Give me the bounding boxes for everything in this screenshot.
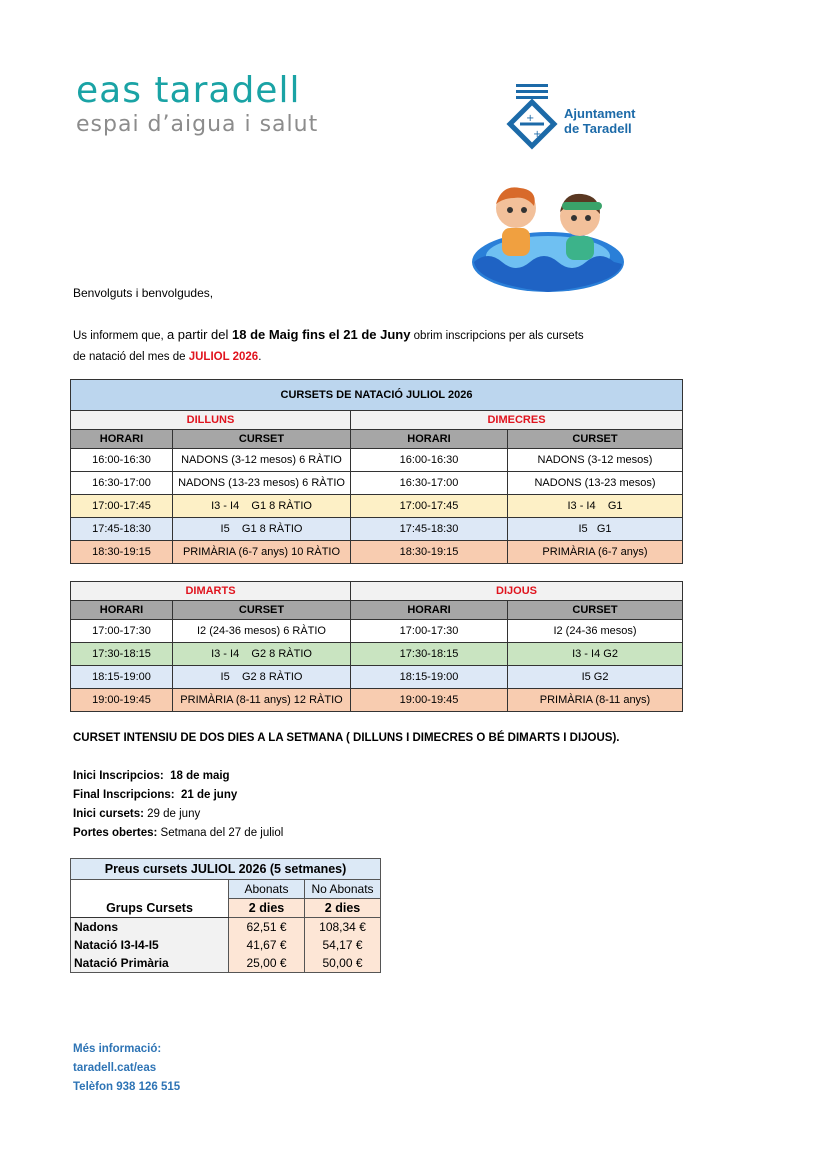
intro-month: JULIOL 2026 xyxy=(188,351,259,363)
course-cell: I3 - I4 G2 xyxy=(508,643,683,666)
table-row xyxy=(71,689,683,712)
time-cell: 17:00-17:45 xyxy=(71,495,173,518)
course-cell: I5 G2 8 RÀTIO xyxy=(173,666,351,689)
registration-start: Inici Inscripcios: 18 de maig xyxy=(73,770,230,782)
course-cell: NADONS (13-23 mesos) xyxy=(508,472,683,495)
day-monday: DILLUNS xyxy=(71,411,351,430)
col-header-time: HORARI xyxy=(71,430,173,449)
day-wednesday: DIMECRES xyxy=(351,411,683,430)
course-cell: NADONS (3-12 mesos) 6 RÀTIO xyxy=(173,449,351,472)
course-cell: I3 - I4 G1 8 RÀTIO xyxy=(173,495,351,518)
time-cell: 18:30-19:15 xyxy=(71,541,173,564)
col-nonmembers: No Abonats xyxy=(305,880,381,899)
svg-text:+: + xyxy=(533,129,542,140)
registration-end: Final Inscripcions: 21 de juny xyxy=(73,789,238,801)
price-title: Preus cursets JULIOL 2026 (5 setmanes) xyxy=(71,859,381,880)
eas-taradell-logo xyxy=(76,70,318,138)
time-cell: 16:30-17:00 xyxy=(351,472,508,495)
more-info xyxy=(73,1040,180,1097)
course-cell: I2 (24-36 mesos) 6 RÀTIO xyxy=(173,620,351,643)
time-cell: 18:15-19:00 xyxy=(71,666,173,689)
brand-tagline: espai d’aigua i salut xyxy=(76,112,319,137)
website-link[interactable]: taradell.cat/eas xyxy=(73,1062,157,1074)
time-cell: 17:45-18:30 xyxy=(71,518,173,541)
course-cell: PRIMÀRIA (8-11 anys) 12 RÀTIO xyxy=(173,689,351,712)
course-cell: I5 G1 8 RÀTIO xyxy=(173,518,351,541)
col-header-course: CURSET xyxy=(173,601,351,620)
phone-number: Telèfon 938 126 515 xyxy=(73,1081,181,1093)
open-doors: Portes obertes: Setmana del 27 de juliol xyxy=(73,827,284,839)
time-cell: 16:30-17:00 xyxy=(71,472,173,495)
day-tuesday: DIMARTS xyxy=(71,582,351,601)
col-header-time: HORARI xyxy=(351,601,508,620)
svg-text:+: + xyxy=(526,113,535,124)
council-name: Ajuntament de Taradell xyxy=(564,106,636,136)
course-cell: NADONS (3-12 mesos) xyxy=(508,449,683,472)
col-members: Abonats xyxy=(229,880,305,899)
kids-swim-ring-illustration xyxy=(468,180,628,305)
freq-nonmembers: 2 dies xyxy=(305,899,381,918)
table-row xyxy=(71,518,683,541)
time-cell: 19:00-19:45 xyxy=(71,689,173,712)
table-row xyxy=(71,495,683,518)
course-cell: I5 G2 xyxy=(508,666,683,689)
brand-name: eas taradell xyxy=(76,70,301,111)
schedule-table-tue-thu xyxy=(70,581,683,712)
freq-members: 2 dies xyxy=(229,899,305,918)
ajuntament-logo xyxy=(506,84,666,154)
table-row xyxy=(71,666,683,689)
table-row xyxy=(71,541,683,564)
schedule-table-mon-wed xyxy=(70,379,683,564)
col-header-time: HORARI xyxy=(351,430,508,449)
time-cell: 18:15-19:00 xyxy=(351,666,508,689)
price-table xyxy=(70,858,381,973)
course-cell: I3 - I4 G2 8 RÀTIO xyxy=(173,643,351,666)
time-cell: 17:00-17:30 xyxy=(351,620,508,643)
table-row xyxy=(71,449,683,472)
time-cell: 17:00-17:45 xyxy=(351,495,508,518)
group-label: Grups Cursets xyxy=(71,899,229,918)
price-row: Natació I3-I4-I5 41,67 € 54,17 € xyxy=(71,936,381,954)
greeting: Benvolguts i benvolgudes, xyxy=(73,286,214,300)
course-cell: PRIMÀRIA (8-11 anys) xyxy=(508,689,683,712)
schedule-title: CURSETS DE NATACIÓ JULIOL 2026 xyxy=(71,380,683,411)
course-cell: I3 - I4 G1 xyxy=(508,495,683,518)
time-cell: 17:00-17:30 xyxy=(71,620,173,643)
time-cell: 16:00-16:30 xyxy=(351,449,508,472)
day-thursday: DIJOUS xyxy=(351,582,683,601)
price-row: Natació Primària 25,00 € 50,00 € xyxy=(71,954,381,973)
intro-paragraph: Us informem que, a partir del 18 de Maig fins el 21 de Juny obrim inscripcions per als cursets de natació del mes de JULIOL 2026. xyxy=(73,327,584,363)
time-cell: 17:30-18:15 xyxy=(71,643,173,666)
time-cell: 19:00-19:45 xyxy=(351,689,508,712)
course-cell: PRIMÀRIA (6-7 anys) 10 RÀTIO xyxy=(173,541,351,564)
table-row xyxy=(71,643,683,666)
price-row: Nadons 62,51 € 108,34 € xyxy=(71,918,381,937)
course-cell: NADONS (13-23 mesos) 6 RÀTIO xyxy=(173,472,351,495)
time-cell: 17:30-18:15 xyxy=(351,643,508,666)
col-header-course: CURSET xyxy=(173,430,351,449)
col-header-course: CURSET xyxy=(508,430,683,449)
course-cell: PRIMÀRIA (6-7 anys) xyxy=(508,541,683,564)
table-row xyxy=(71,472,683,495)
taradell-crest-icon xyxy=(506,84,558,154)
col-header-time: HORARI xyxy=(71,601,173,620)
time-cell: 16:00-16:30 xyxy=(71,449,173,472)
course-cell: I2 (24-36 mesos) xyxy=(508,620,683,643)
intensive-course-note: CURSET INTENSIU DE DOS DIES A LA SETMANA ( DILLUNS I DIMECRES O BÉ DIMARTS I DIJOUS). xyxy=(73,732,620,744)
table-row xyxy=(71,620,683,643)
time-cell: 18:30-19:15 xyxy=(351,541,508,564)
more-info-label: Més informació: xyxy=(73,1043,162,1055)
col-header-course: CURSET xyxy=(508,601,683,620)
courses-start: Inici cursets: 29 de juny xyxy=(73,808,201,820)
dates-info xyxy=(73,767,283,843)
course-cell: I5 G1 xyxy=(508,518,683,541)
time-cell: 17:45-18:30 xyxy=(351,518,508,541)
